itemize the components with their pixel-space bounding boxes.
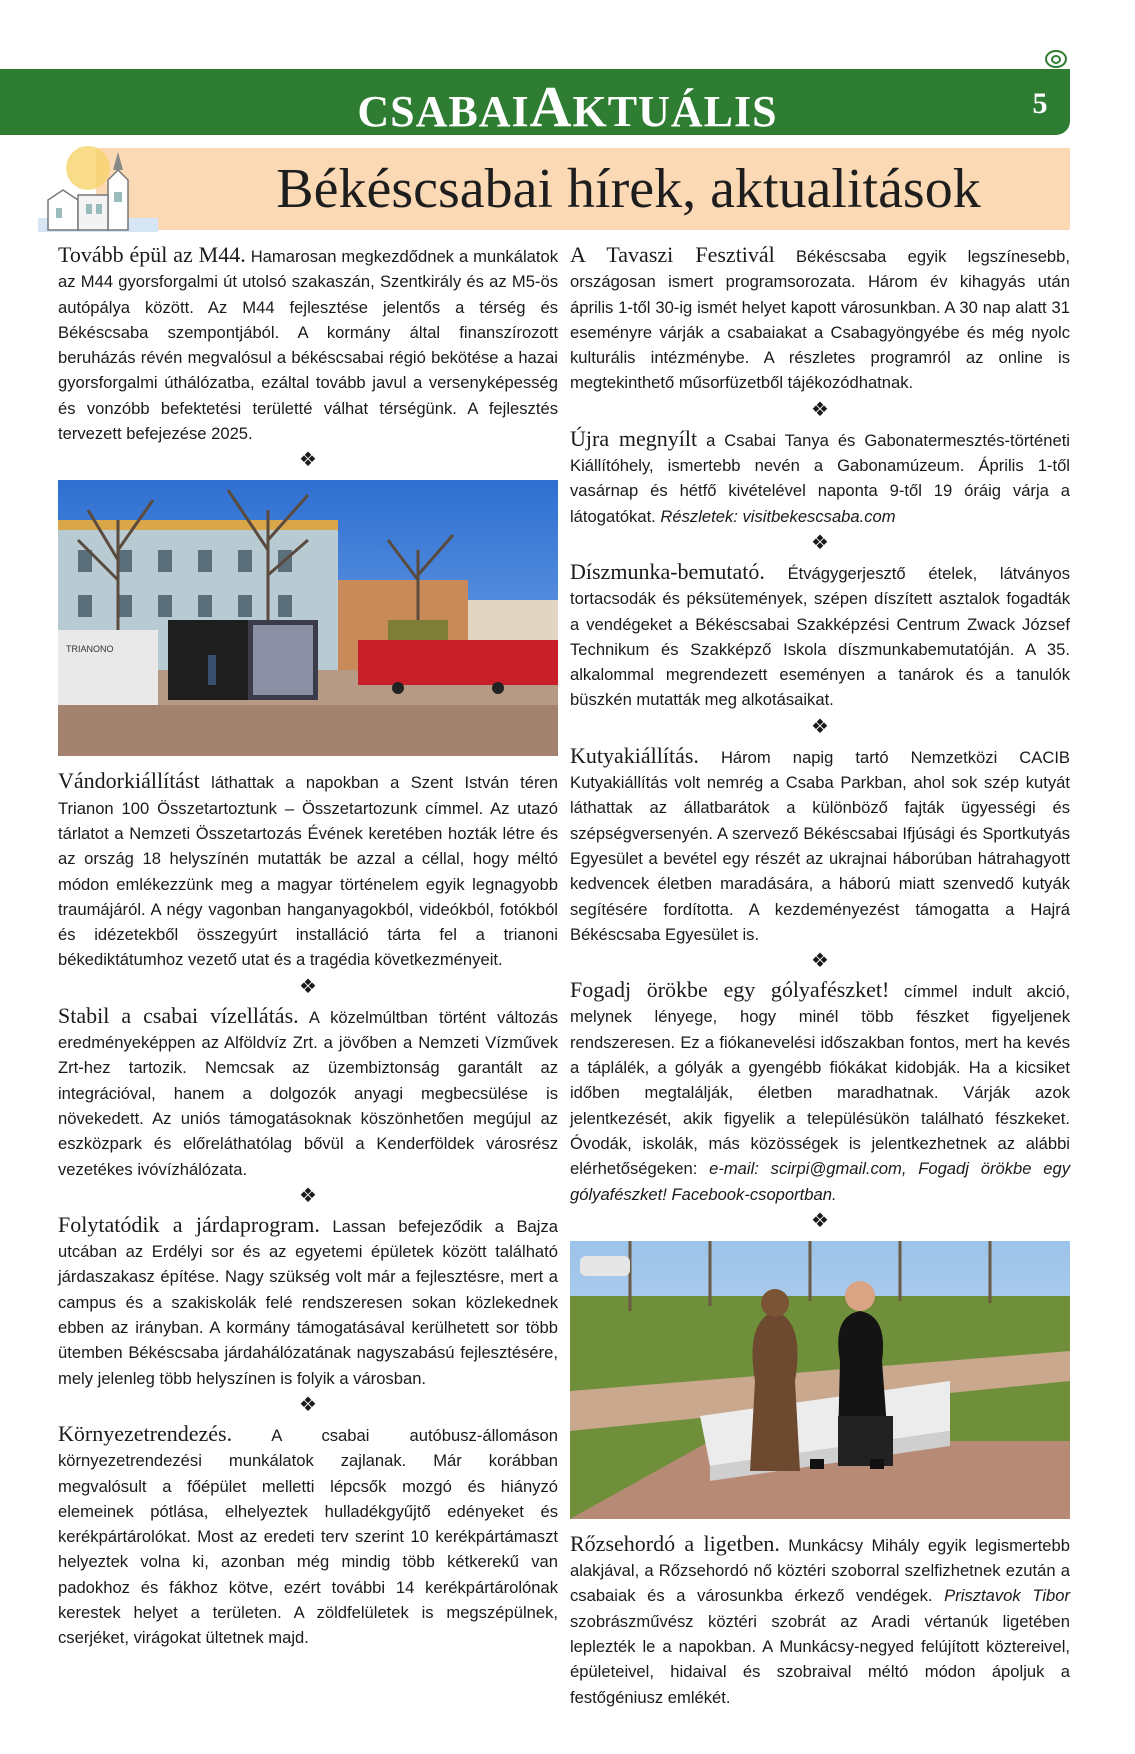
photo-rozsehordo-statue (570, 1241, 1070, 1519)
article-kutyakiallitas: Kutyakiállítás. Három napig tartó Nemzetközi CACIB Kutyakiállítás volt nemrég a Csaba Parkban, ahol sok szép kutyát láthattak az állatbarátok a különböző fajták ügyességi és szépségversenyén. A szervező Békéscsabai Ifjúsági és Sportkutyás Egyesület a bevétel egy részét az ukrajnai háborúban hátrahagyott kedvencek életben maradására, a háború miatt szenvedő kutyák segítésére fordította. A kezdeményezést támogatta a Hajrá Békéscsaba Egyesület is. (570, 742, 1070, 944)
swirl-icon (1045, 50, 1067, 68)
article-tavaszi-fesztival: A Tavaszi Fesztivál Békéscsaba egyik legszínesebb, országosan ismert programsorozata. Három év kihagyás után április 1-től 30-ig ismét helyet kapott városunkban. A 30 nap alatt 31 eseményre várják a csabaiakat a Csabagyöngyébe és még nyolc kulturális intézménybe. A részletes programról az online is megtekinthető műsorfüzetből tájékozódhatnak. (570, 242, 1070, 393)
masthead: CSABAIAKTUÁLIS (357, 74, 778, 139)
right-column (570, 242, 1070, 1710)
separator-icon: ❖ (299, 449, 317, 472)
contact-info[interactable]: e-mail: scirpi@gmail.com, Fogadj örökbe egy gólyafészket! Facebook-csoportban. (570, 1159, 1070, 1204)
website-link[interactable]: Részletek: visitbekescsaba.com (660, 506, 896, 526)
photo-trianon-exhibition (58, 480, 558, 756)
page-number: 5 (1032, 87, 1048, 120)
article-rozsehordo: Rőzsehordó a ligetben. Munkácsy Mihály egyik legismertebb alakjával, a Rőzsehordó nő köztéri szoborral szelfizhetnek ezután a csabaiak és a városunkba érkező vendégek. Prisztavok Tibor szobrászművész köztéri szobrát az Aradi vértanúk ligetében leplezték le a napokban. A Munkácsy-negyed felújított köztereivel, épületeivel, hidaival és szobraival méltó módon ápoljuk a festőgéniusz emlékét. (570, 1530, 1070, 1707)
section-title: Békéscsabai hírek, aktualitások (276, 158, 981, 220)
article-diszmunka: Díszmunka-bemutató. Étvágygerjesztő ételek, látványos tortacsodák és péksütemények, szépen díszített asztalok fogadták a vendégeket a Békéscsabai Szakképzési Centrum Zwack József Technikum és Szakképző Iskola díszmunkabemutatóján. A 35. alkalommal megrendezett eseményen a tanárok és a tanulók büszkén mutatták meg alkotásaikat. (570, 558, 1070, 710)
separator-icon: ❖ (811, 531, 829, 554)
separator-icon: ❖ (811, 398, 829, 421)
article-kornyezetrendezes: Környezetrendezés. A csabai autóbusz-állomáson környezetrendezési munkálatok zajlanak. Már korábban megvalósult a főépület melletti lépcsők mozgó és hiányzó elemeinek pótlása, elhelyeztek hulladékgyűjtő edényeket és kerékpártárolókat. Most az eredeti terv szerint 10 kerékpártámaszt helyeztek volna ki, azonban még mindig több kétkerekű van padokhoz és fákhoz kötve, ezért további 14 kerékpártárolónak kerestek helyet a területen. A zöldfelületek is megszépülnek, cserjéket, virágokat ültetnek majd. (58, 1420, 558, 1648)
article-golyafeszek: Fogadj örökbe egy gólyafészket! címmel indult akció, melynek lényege, hogy minél több fészket figyeljenek rendszeresen. Ez a fiókanevelési időszakban fontos, mert ha kevés a táplálék, a gólyák a gyengébb fiókákat kidobják. Ha a kicsiket időben megtalálják, életben maradhatnak. Várják azok jelentkezését, akik figyelik a településükön található fészkeket. Óvodák, iskolák, más közösségek is jelentkezhetnek az alábbi elérhetőségeken: e-mail: scirpi@gmail.com, Fogadj örökbe egy gólyafészket! Facebook-csoportban. (570, 977, 1070, 1204)
separator-icon: ❖ (299, 1393, 317, 1416)
article-jardaprogram: Folytatódik a járdaprogram. Lassan befejeződik a Bajza utcában az Erdélyi sor és az egyetemi épületek között található járdaszakasz építése. Nagy szükség volt már a fejlesztésre, mert a campus és a szakiskolák felé rendszeresen sokan közlekednek ebben az irányban. A kormány támogatásával kerülhetett sor több ütemben Békéscsaba járdahálózatának nagyszabású fejlesztésére, mely jelenleg több helyszínen is folyik a városban. (58, 1211, 559, 1388)
separator-icon: ❖ (299, 975, 317, 998)
separator-icon: ❖ (299, 1184, 317, 1207)
article-vizellatas: Stabil a csabai vízellátás. A közelmúltban történt változás eredményeképpen az Alföldvíz Zrt. a jövőben a Nemzeti Vízművek Zrt-hez tartozik. Nemcsak az üzembiztonság garantált az integrációval, hanem a dolgozók anyagi megbecsülése is növekedett. Az uniós támogatásoknak köszönhetően megújul az eszközpark és előreláthatólag bővül a Kenderföldek városrész vezetékes ivóvízhálózata. (58, 1002, 558, 1179)
left-column (58, 242, 558, 1651)
separator-icon: ❖ (811, 1209, 829, 1232)
exhibition-sign-text: TRIANONO (66, 644, 114, 655)
article-m44: Tovább épül az M44. Hamarosan megkezdődnek a munkálatok az M44 gyorsforgalmi út utolsó szakaszán, Szentkirály és az M5-ös autópálya között. Az M44 fejlesztése jelentős a térség és Békéscsaba szempontjából. A kormány által finanszírozott beruházás révén megvalósul a békéscsabai régió bekötése a hazai gyorsforgalmi úthálózatba, ezáltal tovább javul a versenyképesség és vonzóbb befektetési területté válhat térségünk. A fejlesztés tervezett befejezése 2025. (58, 242, 558, 444)
article-vandorkiallitas: Vándorkiállítást láthattak a napokban a Szent István téren Trianon 100 Összetartoztunk – Összetartozunk címmel. Az utazó tárlatot a Nemzeti Összetartozás Évének keretében hozták létre és az ország 18 helyszínén mutatták be azzal a céllal, hogy méltó módon emlékezzünk meg a magyar történelem egyik legnagyobb traumájáról. A négy vagonban hanganyagokból, videókból, fotókból és idézetekből összegyúrt installáció tárta fel a trianoni békediktátumhoz vezető utat és a tragédia következményeit. (58, 768, 558, 970)
article-gabonamuzeum: Újra megnyílt a Csabai Tanya és Gabonatermesztés-történeti Kiállítóhely, ismertebb nevén a Gabonamúzeum. Április 1-től vasárnap és hétfő kivételével naponta 9-től 19 óráig várja a látogatókat. Részletek: visitbekescsaba.com (570, 425, 1070, 526)
separator-icon: ❖ (811, 950, 829, 973)
separator-icon: ❖ (811, 715, 829, 738)
